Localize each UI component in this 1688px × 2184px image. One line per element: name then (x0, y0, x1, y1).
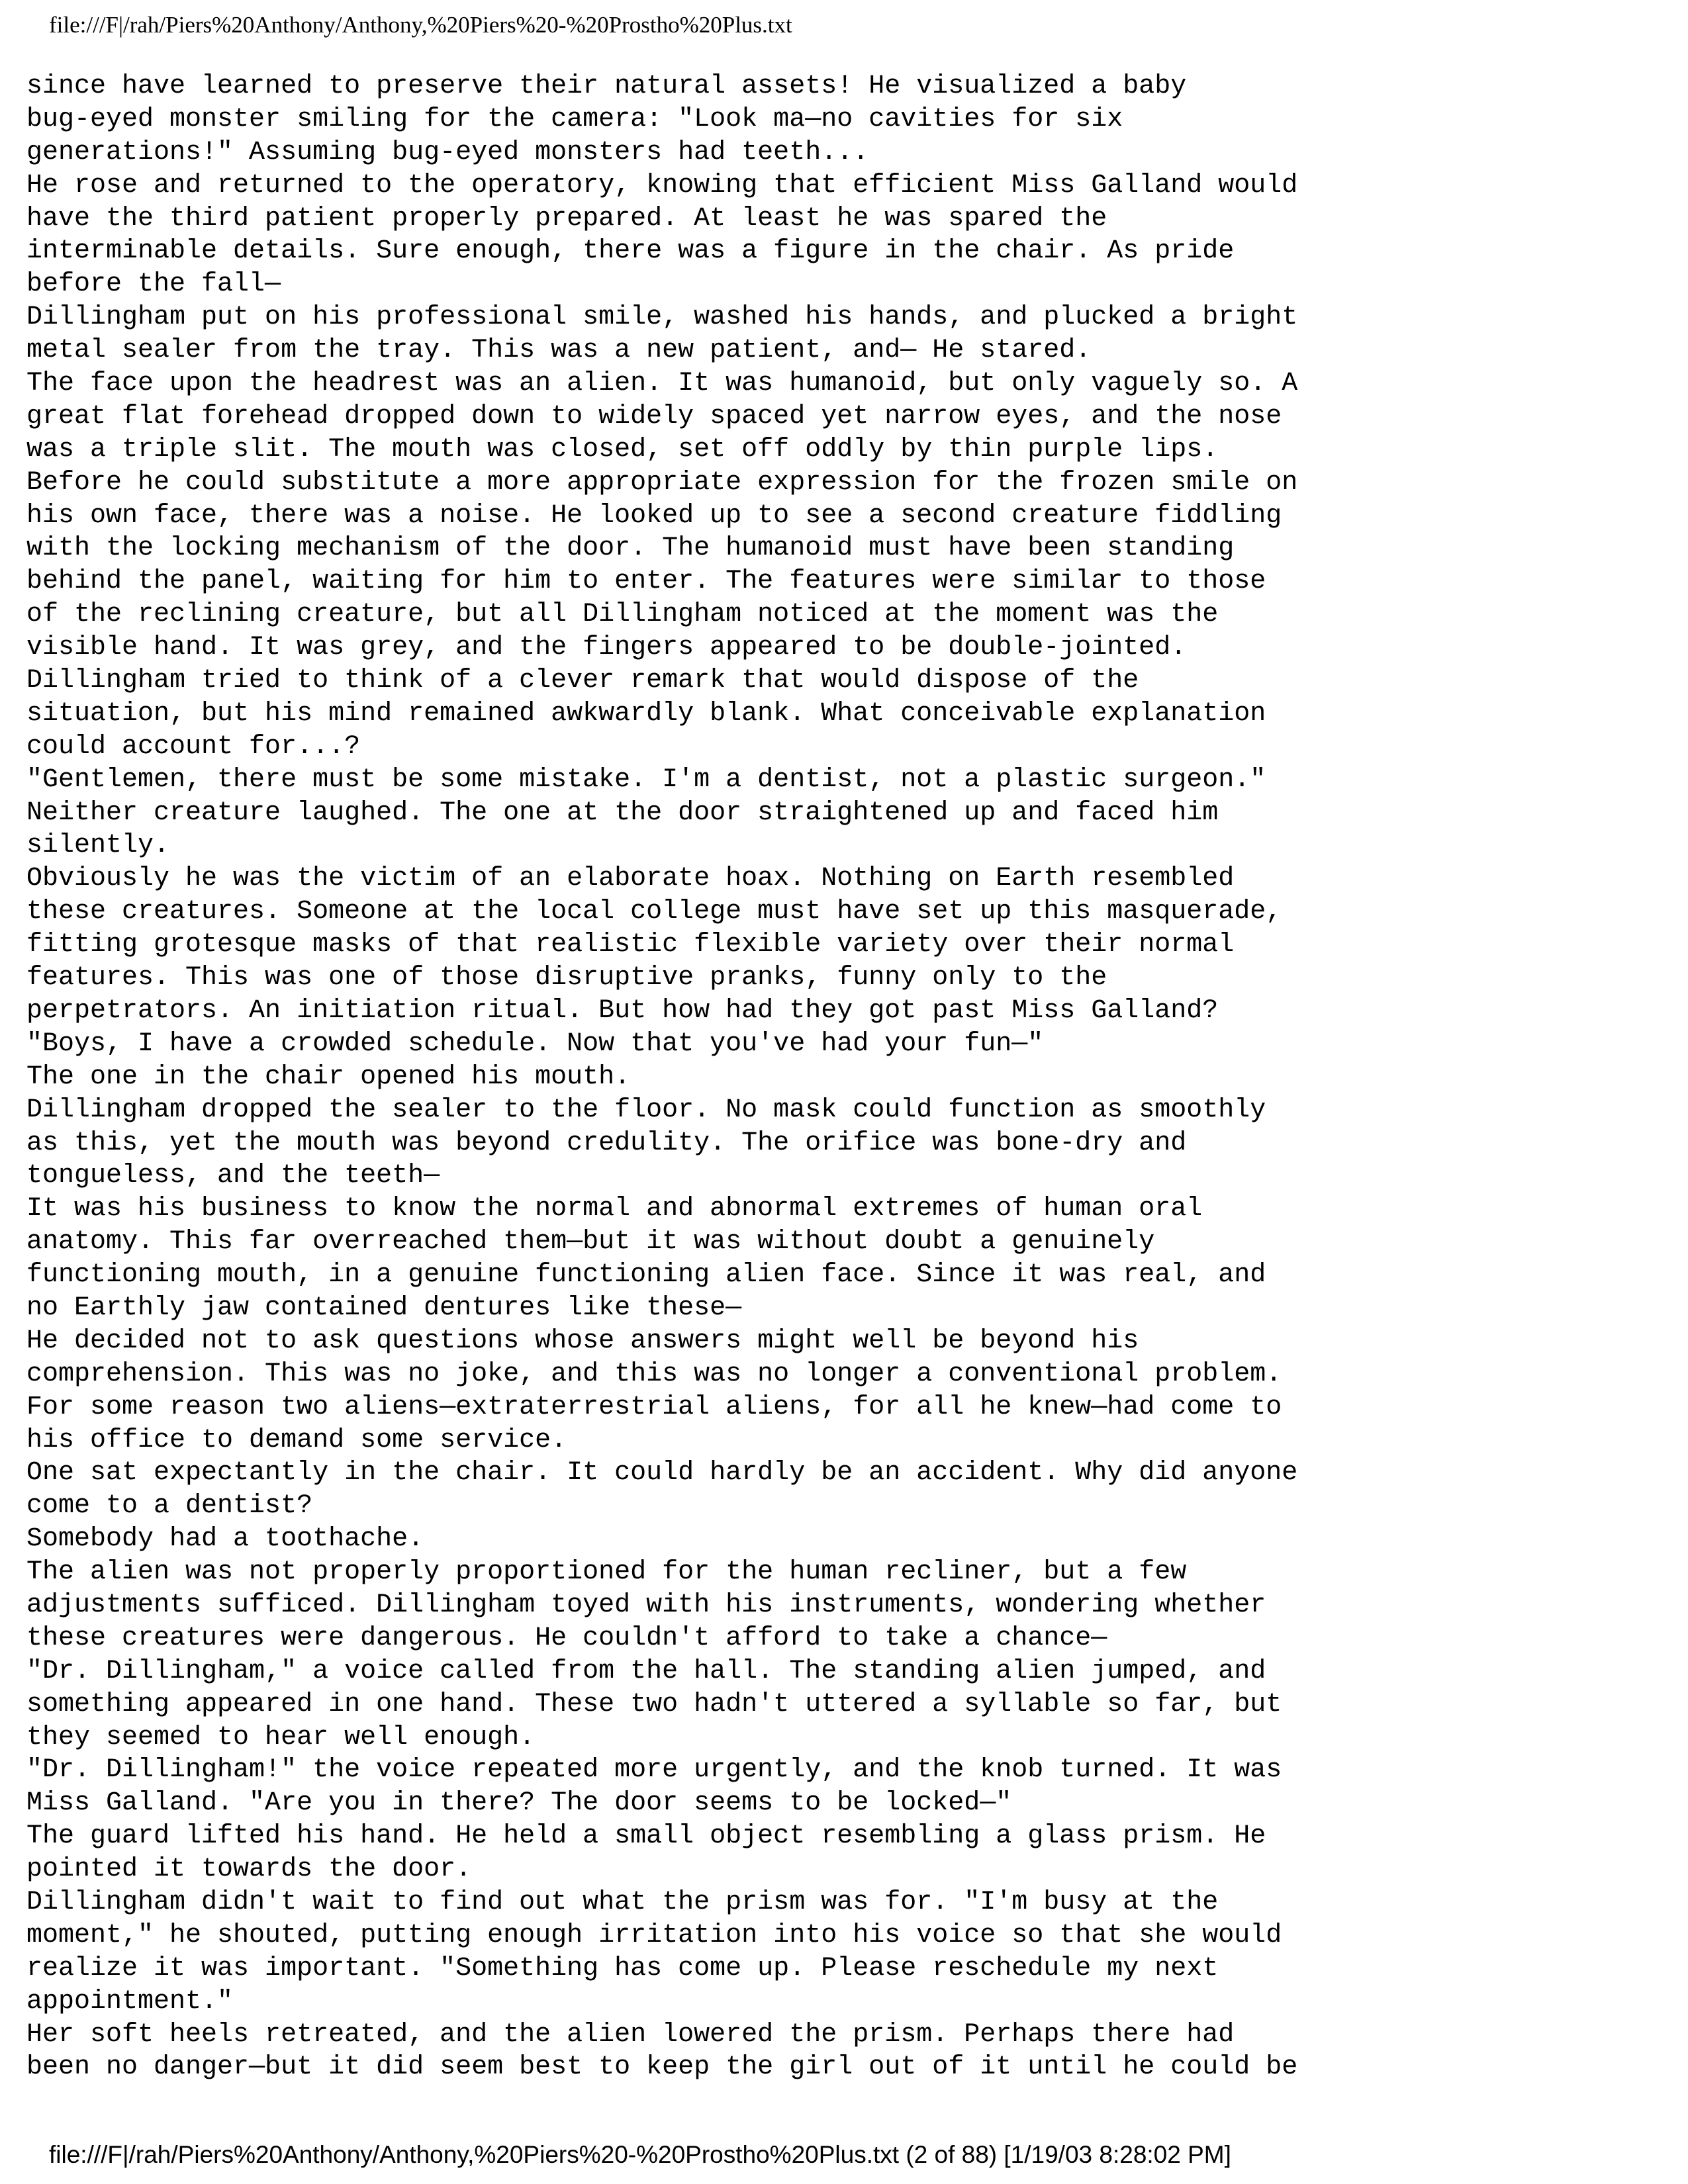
text-line: was a triple slit. The mouth was closed, set off oddly by thin purple lips. (26, 434, 1219, 465)
text-line: Dillingham didn't wait to find out what the prism was for. "I'm busy at the (26, 1887, 1219, 1917)
text-line: visible hand. It was grey, and the fingers appeared to be double-jointed. (26, 633, 1187, 663)
text-line: tongueless, and the teeth— (26, 1161, 440, 1191)
text-line: For some reason two aliens—extraterrestrial aliens, for all he knew—had come to (26, 1392, 1282, 1422)
page-footer-file-path: file:///F|/rah/Piers%20Anthony/Anthony,%20Piers%20-%20Prostho%20Plus.txt (2 of 88) [1/19/03 8:28:02 PM] (49, 2141, 1231, 2168)
text-line: silently. (26, 831, 170, 861)
text-line: Dillingham tried to think of a clever remark that would dispose of the (26, 666, 1139, 696)
text-line: they seemed to hear well enough. (26, 1722, 536, 1752)
text-line: bug-eyed monster smiling for the camera: "Look ma—no cavities for six (26, 104, 1123, 134)
text-line: been no danger—but it did seem best to keep the girl out of it until he could be (26, 2052, 1298, 2083)
text-line: these creatures. Someone at the local college must have set up this masquerade, (26, 897, 1282, 927)
text-line: something appeared in one hand. These two hadn't uttered a syllable so far, but (26, 1689, 1282, 1719)
text-line: have the third patient properly prepared. At least he was spared the (26, 203, 1107, 234)
text-line: comprehension. This was no joke, and this was no longer a conventional problem. (26, 1359, 1282, 1389)
text-line: situation, but his mind remained awkwardly blank. What conceivable explanation (26, 698, 1266, 729)
text-line: He decided not to ask questions whose answers might well be beyond his (26, 1326, 1139, 1356)
text-line: One sat expectantly in the chair. It could hardly be an accident. Why did anyone (26, 1458, 1298, 1488)
text-line: no Earthly jaw contained dentures like these— (26, 1293, 742, 1323)
text-line: Before he could substitute a more appropriate expression for the frozen smile on (26, 467, 1298, 498)
text-line: generations!" Assuming bug-eyed monsters had teeth... (26, 137, 869, 167)
text-line: fitting grotesque masks of that realistic flexible variety over their normal (26, 930, 1235, 960)
text-line: The alien was not properly proportioned for the human recliner, but a few (26, 1557, 1187, 1588)
text-line: great flat forehead dropped down to widely spaced yet narrow eyes, and the nose (26, 401, 1282, 432)
text-line: features. This was one of those disruptive pranks, funny only to the (26, 963, 1107, 993)
text-line: these creatures were dangerous. He couldn't afford to take a chance— (26, 1623, 1107, 1653)
text-line: metal sealer from the tray. This was a new patient, and— He stared. (26, 336, 1092, 366)
text-line: since have learned to preserve their natural assets! He visualized a baby (26, 71, 1187, 101)
text-line: The face upon the headrest was an alien. It was humanoid, but only vaguely so. A (26, 369, 1298, 399)
text-line: functioning mouth, in a genuine functioning alien face. Since it was real, and (26, 1260, 1266, 1291)
text-line: The guard lifted his hand. He held a small object resembling a glass prism. He (26, 1821, 1266, 1852)
text-line: could account for...? (26, 731, 361, 762)
text-line: The one in the chair opened his mouth. (26, 1062, 631, 1092)
text-line: realize it was important. "Something has come up. Please reschedule my next (26, 1953, 1219, 1983)
text-line: perpetrators. An initiation ritual. But how had they got past Miss Galland? (26, 995, 1219, 1026)
text-line: adjustments sufficed. Dillingham toyed with his instruments, wondering whether (26, 1590, 1266, 1620)
text-line: anatomy. This far overreached them—but it was without doubt a genuinely (26, 1227, 1155, 1257)
text-line: Obviously he was the victim of an elaborate hoax. Nothing on Earth resembled (26, 864, 1235, 894)
text-line: It was his business to know the normal and abnormal extremes of human oral (26, 1194, 1203, 1224)
text-line: He rose and returned to the operatory, knowing that efficient Miss Galland would (26, 170, 1298, 201)
text-line: "Dr. Dillingham!" the voice repeated more urgently, and the knob turned. It was (26, 1755, 1282, 1786)
text-line: his office to demand some service. (26, 1425, 567, 1455)
text-line: behind the panel, waiting for him to enter. The features were similar to those (26, 567, 1266, 597)
text-line: of the reclining creature, but all Dillingham noticed at the moment was the (26, 600, 1219, 630)
text-line: Miss Galland. "Are you in there? The door seems to be locked—" (26, 1788, 1012, 1819)
document-body (26, 70, 1662, 2084)
text-line: "Boys, I have a crowded schedule. Now that you've had your fun—" (26, 1028, 1044, 1059)
text-line: before the fall— (26, 269, 281, 300)
text-line: come to a dentist? (26, 1491, 313, 1522)
text-line: Neither creature laughed. The one at the door straightened up and faced him (26, 797, 1219, 828)
text-line: interminable details. Sure enough, there was a figure in the chair. As pride (26, 236, 1235, 267)
text-line: with the locking mechanism of the door. The humanoid must have been standing (26, 533, 1235, 564)
text-line: pointed it towards the door. (26, 1854, 472, 1885)
text-line: "Dr. Dillingham," a voice called from the hall. The standing alien jumped, and (26, 1656, 1266, 1686)
text-line: Dillingham dropped the sealer to the floor. No mask could function as smoothly (26, 1095, 1266, 1125)
text-line: "Gentlemen, there must be some mistake. I'm a dentist, not a plastic surgeon." (26, 764, 1266, 795)
text-line: Her soft heels retreated, and the alien lowered the prism. Perhaps there had (26, 2019, 1235, 2050)
text-line: as this, yet the mouth was beyond credulity. The orifice was bone-dry and (26, 1128, 1187, 1158)
text-line: his own face, there was a noise. He looked up to see a second creature fiddling (26, 500, 1282, 531)
text-line: Dillingham put on his professional smile, washed his hands, and plucked a bright (26, 302, 1298, 333)
text-line: Somebody had a toothache. (26, 1524, 424, 1555)
text-line: moment," he shouted, putting enough irritation into his voice so that she would (26, 1920, 1282, 1950)
text-line: appointment." (26, 1986, 234, 2017)
page-header-file-path: file:///F|/rah/Piers%20Anthony/Anthony,%20Piers%20-%20Prostho%20Plus.txt (49, 12, 792, 38)
